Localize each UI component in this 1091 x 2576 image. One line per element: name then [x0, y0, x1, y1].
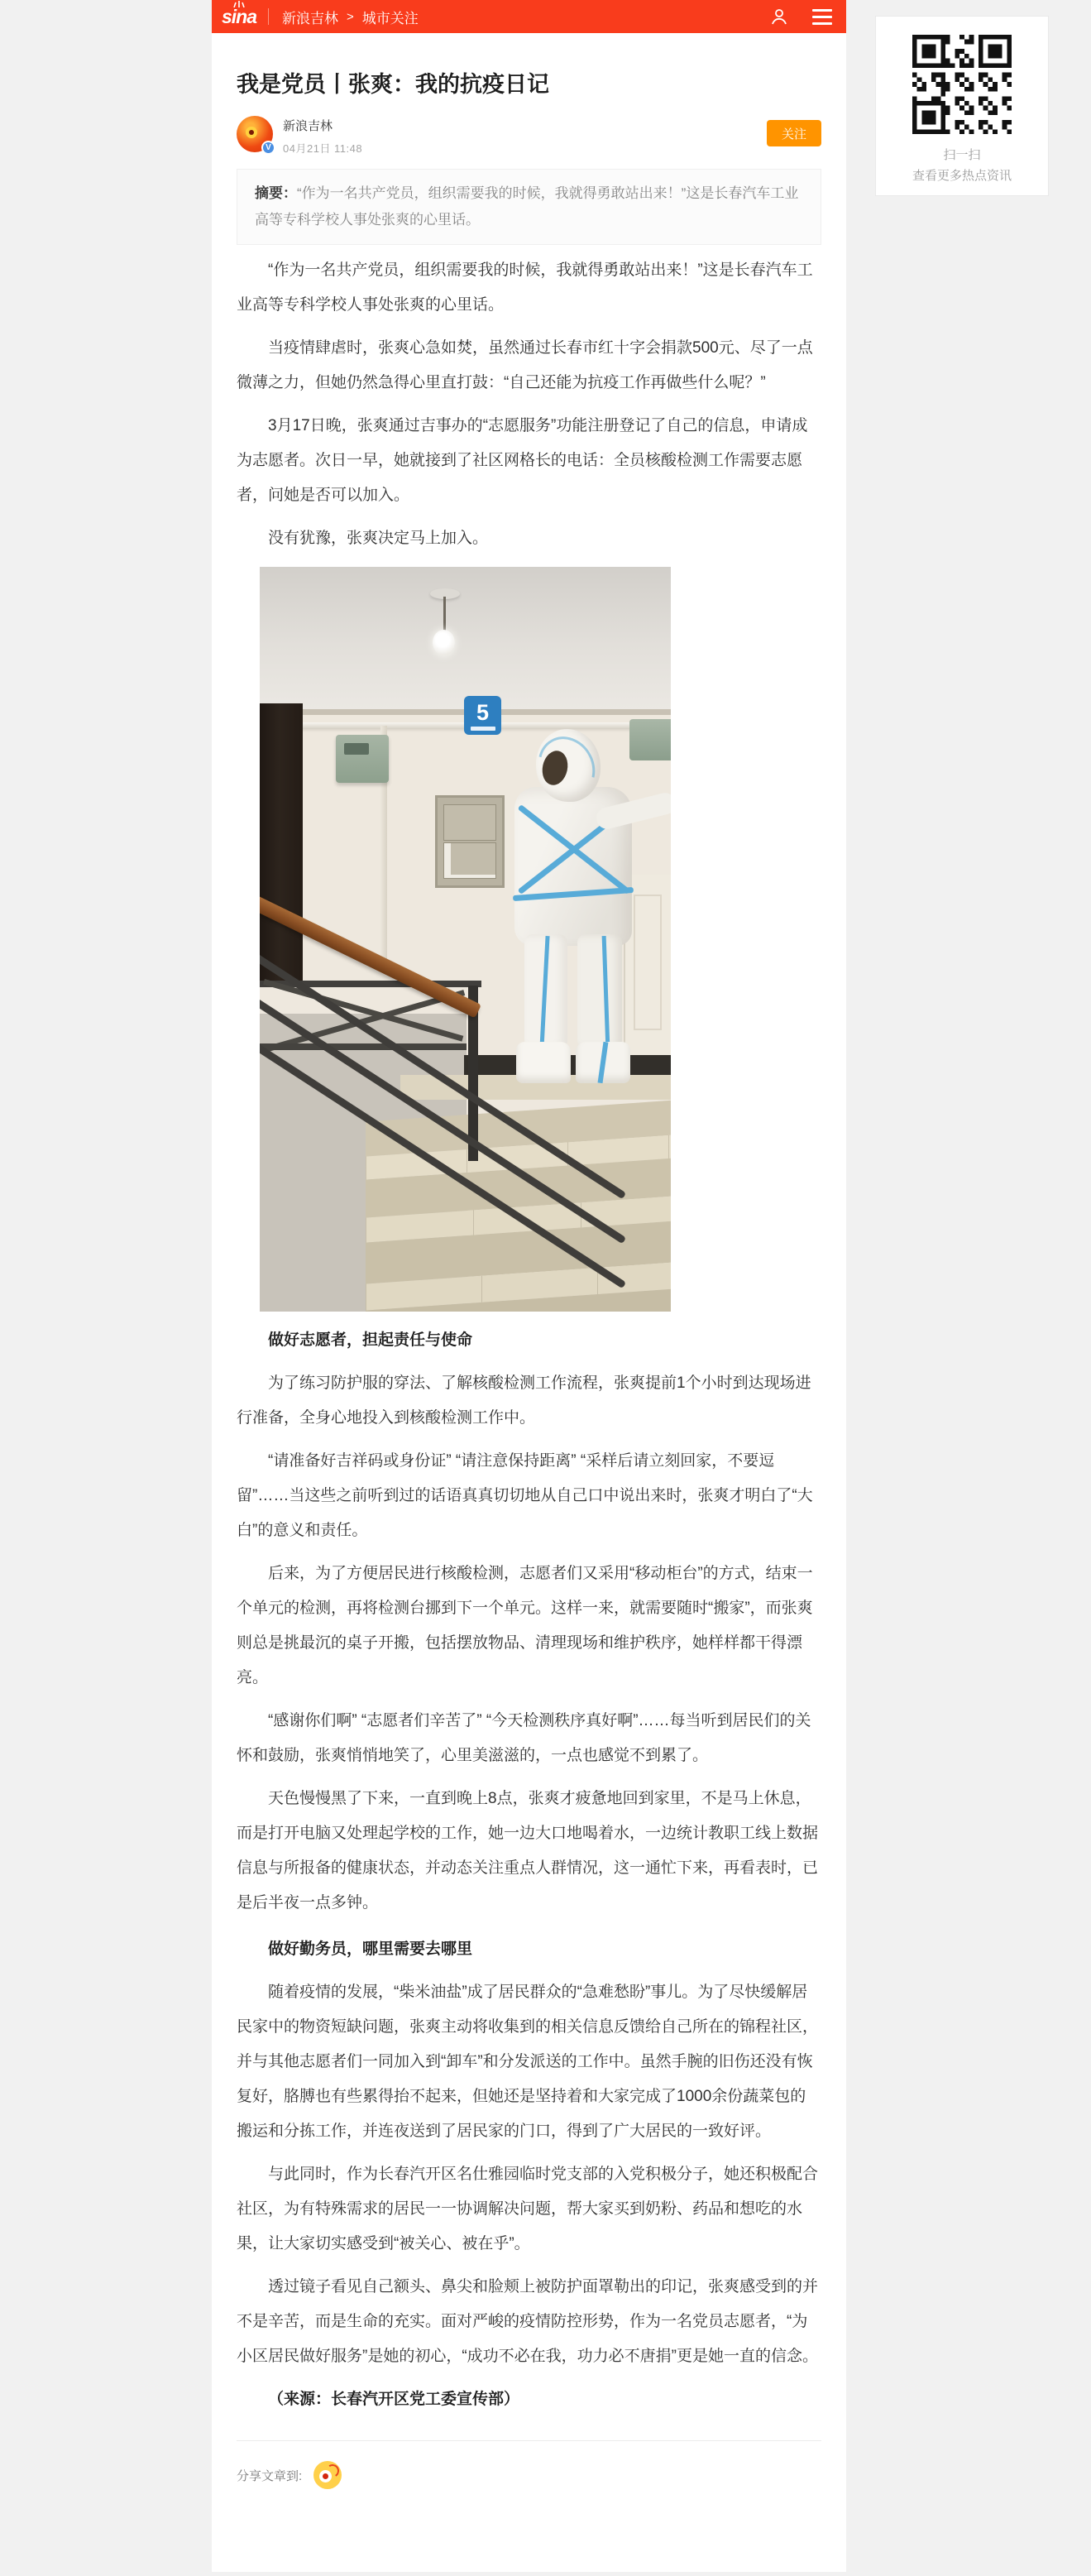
photo-electric-panel	[435, 795, 505, 888]
article-title: 我是党员丨张爽：我的抗疫日记	[237, 72, 549, 98]
avatar-logo-eye	[246, 127, 257, 138]
paragraph: 为了练习防护服的穿法、了解核酸检测工作流程，张爽提前1个小时到达现场进行准备，全身心地投入到核酸检测工作中。	[237, 1374, 811, 1427]
paragraph: “请准备好吉祥码或身份证” “请注意保持距离” “采样后请立刻回家，不要逗留”……当这些之前听到过的话语真真切切地从自己口中说出来时，张爽才明白了“大白”的意义和责任。	[237, 1452, 813, 1540]
photo-dark-door	[260, 703, 303, 983]
paragraph: 后来，为了方便居民进行核酸检测，志愿者们又采用“移动柜台”的方式，结束一个单元的检测，再将检测台挪到下一个单元。这样一来，就需要随时“搬家”，而张爽则总是挑最沉的桌子开搬，包括摆放物品、清理现场和维护秩序，她样样都干得漂亮。	[237, 1565, 813, 1687]
photo-landing-railing-lower	[260, 1043, 467, 1050]
breadcrumb-section-link[interactable]: 城市关注	[361, 10, 419, 26]
paragraph: 天色慢慢黑了下来，一直到晚上8点，张爽才疲惫地回到家里，不是马上休息，而是打开电脑又处理起学校的工作，她一边大口地喝着水，一边统计教职工线上数据信息与所报备的健康状态，并动态关注重点人群情况，这一通忙下来，再看表时，已是后半夜一点多钟。	[237, 1790, 819, 1912]
breadcrumb-separator: >	[347, 9, 354, 24]
paragraph: 随着疫情的发展，“柴米油盐”成了居民群众的“急难愁盼”事儿。为了尽快缓解居民家中的物资短缺问题，张爽主动将收集到的相关信息反馈给自己所在的锦程社区，并与其他志愿者们一同加入到“卸车”和分发派送的工作中。虽然手腕的旧伤还没有恢复好，胳膊也有些累得抬不起来，但她还是坚持着和大家完成了1000余份蔬菜包的搬运和分拣工作，并连夜送到了居民家的门口，得到了广大居民的一致好评。	[237, 1984, 819, 2141]
paragraph: “感谢你们啊” “志愿者们辛苦了” “今天检测秩序真好啊”……每当听到居民们的关怀和鼓励，张爽悄悄地笑了，心里美滋滋的，一点也感觉不到累了。	[237, 1712, 811, 1765]
publish-datetime: 04月21日 11:48	[283, 142, 363, 156]
author-avatar[interactable]	[237, 116, 273, 152]
qr-code	[912, 35, 1012, 134]
qr-caption-2: 查看更多热点资讯	[912, 169, 1012, 183]
author-name[interactable]: 新浪吉林	[283, 119, 333, 134]
sina-logo[interactable]	[222, 6, 256, 28]
article-body	[237, 253, 821, 2417]
paragraph: 透过镜子看见自己额头、鼻尖和脸颊上被防护面罩勒出的印记，张爽感受到的并不是辛苦，而是生命的充实。面对严峻的疫情防控形势，作为一名党员志愿者，“为小区居民做好服务”是她的初心，“成功不必在我，功力必不唐捐”更是她一直的信念。	[237, 2278, 819, 2366]
paragraph: 没有犹豫，张爽决定马上加入。	[268, 530, 489, 548]
author-meta	[283, 117, 362, 156]
verified-badge-icon: V	[261, 141, 275, 155]
weibo-share-icon[interactable]	[313, 2461, 342, 2489]
summary-label: 摘要：	[255, 185, 297, 202]
floor-number: 5	[476, 700, 490, 726]
article-photo	[260, 567, 671, 1312]
summary-text: “作为一名共产党员，组织需要我的时候，我就得勇敢站出来！”这是长春汽车工业高等专科学校人事处张爽的心里话。	[255, 185, 799, 228]
qr-caption-1: 扫一扫	[943, 148, 981, 162]
paragraph: “作为一名共产党员，组织需要我的时候，我就得勇敢站出来！”这是长春汽车工业高等专科学校人事处张爽的心里话。	[237, 261, 813, 314]
menu-icon[interactable]	[811, 6, 833, 27]
user-account-icon[interactable]	[768, 6, 790, 27]
breadcrumb-site-link[interactable]: 新浪吉林	[282, 10, 339, 26]
qr-card	[875, 16, 1049, 196]
breadcrumb	[282, 7, 419, 27]
top-navbar	[212, 0, 846, 33]
follow-button[interactable]: 关注	[767, 120, 821, 146]
share-row	[237, 2440, 821, 2514]
sina-logo-text: sina	[222, 5, 257, 27]
photo-lamp-cord	[443, 597, 446, 633]
photo-light-bulb	[433, 630, 455, 655]
photo-gas-meter-left	[336, 735, 389, 783]
section-heading: 做好志愿者，担起责任与使命	[268, 1331, 473, 1350]
share-label: 分享文章到:	[237, 2468, 303, 2483]
header-divider	[268, 8, 269, 25]
sina-logo-crown-icon	[233, 1, 245, 7]
article-column	[212, 0, 846, 2572]
photo-floor-number-sign	[464, 696, 501, 735]
author-row	[237, 114, 821, 156]
section-heading: 做好勤务员，哪里需要去哪里	[268, 1940, 473, 1959]
paragraph: 与此同时，作为长春汽开区名仕雅园临时党支部的入党积极分子，她还积极配合社区，为有特殊需求的居民一一协调解决问题，帮大家买到奶粉、药品和想吃的水果，让大家切实感受到“被关心、被在乎”。	[237, 2166, 819, 2253]
photo-ceiling	[260, 567, 671, 709]
paragraph: 3月17日晚，张爽通过吉事办的“志愿服务”功能注册登记了自己的信息，申请成为志愿者。次日一早，她就接到了社区网格长的电话：全员核酸检测工作需要志愿者，问她是否可以加入。	[237, 417, 808, 505]
summary-box	[237, 169, 821, 245]
header-actions	[768, 6, 833, 27]
article-source: （来源：长春汽开区党工委宣传部）	[268, 2391, 520, 2409]
paragraph: 当疫情肆虐时，张爽心急如焚，虽然通过长春市红十字会捐款500元、尽了一点微薄之力，但她仍然急得心里直打鼓：“自己还能为抗疫工作再做些什么呢？”	[237, 339, 813, 392]
photo-ppe-volunteer	[508, 729, 640, 1085]
